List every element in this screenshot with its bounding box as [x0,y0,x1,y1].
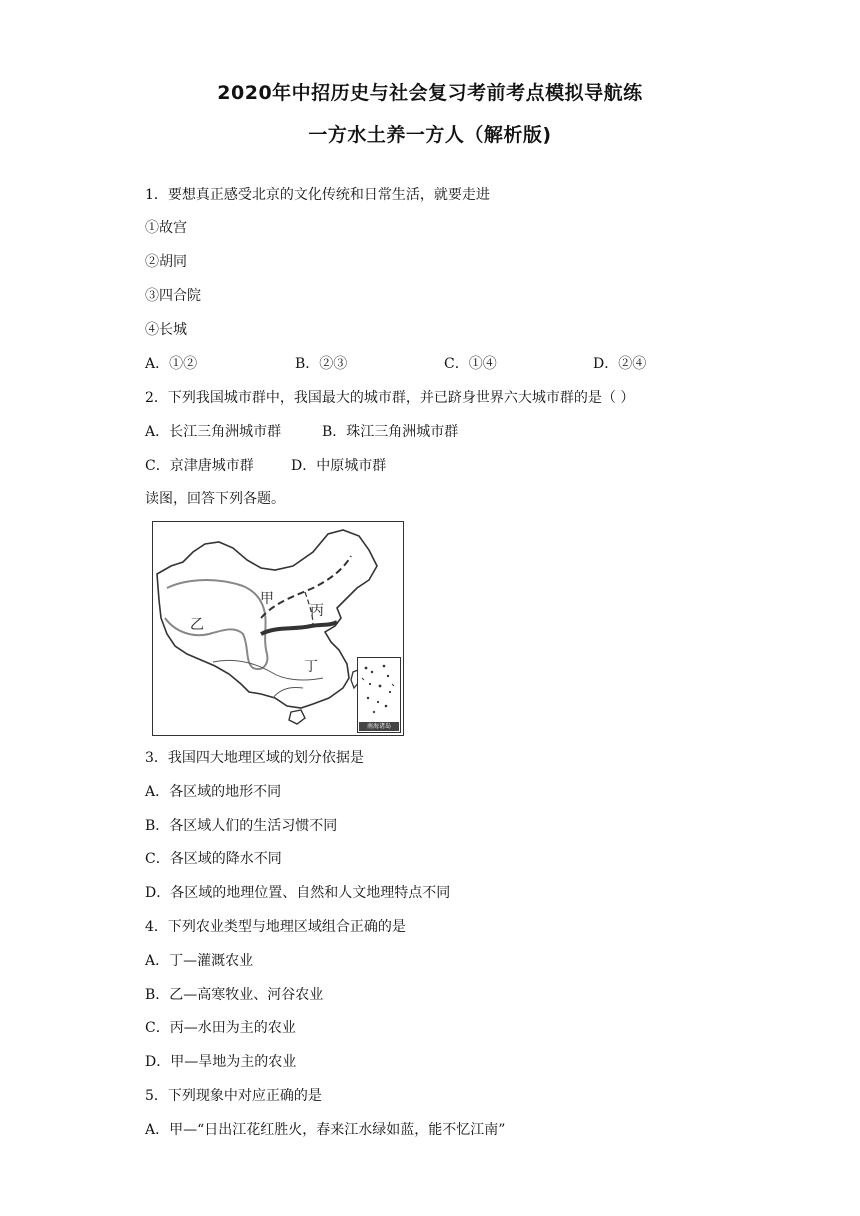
china-regions-map [152,521,404,736]
question-4-option-a: A．丁—灌溉农业 [145,953,254,969]
inset-caption: 南海诸岛 [359,722,399,731]
question-1-option-c: C．①④ [444,356,497,372]
question-1-item-3: ③四合院 [145,288,201,304]
question-1-item-1: ①故宫 [145,220,187,236]
document-title-line1: 2020年中招历史与社会复习考前考点模拟导航练 [217,82,643,104]
question-1-option-b: B．②③ [295,356,348,372]
question-4-option-c: C．丙—水田为主的农业 [145,1020,296,1036]
question-5-stem: 5．下列现象中对应正确的是 [145,1088,322,1104]
question-2-option-c: C．京津唐城市群 [145,458,254,474]
question-1-option-d: D．②④ [593,356,647,372]
question-5-option-a: A．甲—“日出江花红胜火，春来江水绿如蓝，能不忆江南” [145,1122,506,1138]
map-label-ding: 丁 [304,659,318,675]
question-1-item-2: ②胡同 [145,254,187,270]
question-2-option-a: A．长江三角洲城市群 [145,424,282,440]
question-4-option-b: B．乙—高寒牧业、河谷农业 [145,987,324,1003]
question-1-item-4: ④长城 [145,322,187,338]
question-3-option-c: C．各区域的降水不同 [145,851,282,867]
question-3-option-d: D．各区域的地理位置、自然和人文地理特点不同 [145,885,451,901]
question-1-stem: 1．要想真正感受北京的文化传统和日常生活，就要走进 [145,187,490,203]
question-4-stem: 4．下列农业类型与地理区域组合正确的是 [145,919,406,935]
map-label-yi: 乙 [190,617,204,633]
map-label-jia: 甲 [260,591,274,607]
question-2-option-b: B．珠江三角洲城市群 [322,424,459,440]
document-title-line2: 一方水土养一方人（解析版) [308,124,552,146]
question-2-option-d: D．中原城市群 [291,458,387,474]
question-2-stem: 2．下列我国城市群中，我国最大的城市群，并已跻身世界六大城市群的是（ ） [145,390,635,406]
question-4-option-d: D．甲—旱地为主的农业 [145,1054,297,1070]
map-intro-text: 读图，回答下列各题。 [145,491,285,507]
map-label-bing: 丙 [310,603,324,619]
south-china-sea-inset [357,657,401,733]
question-3-option-a: A．各区域的地形不同 [145,784,282,800]
question-3-stem: 3．我国四大地理区域的划分依据是 [145,750,364,766]
question-1-option-a: A．①② [145,356,198,372]
islands-dots [358,658,398,720]
question-3-option-b: B．各区域人们的生活习惯不同 [145,818,338,834]
